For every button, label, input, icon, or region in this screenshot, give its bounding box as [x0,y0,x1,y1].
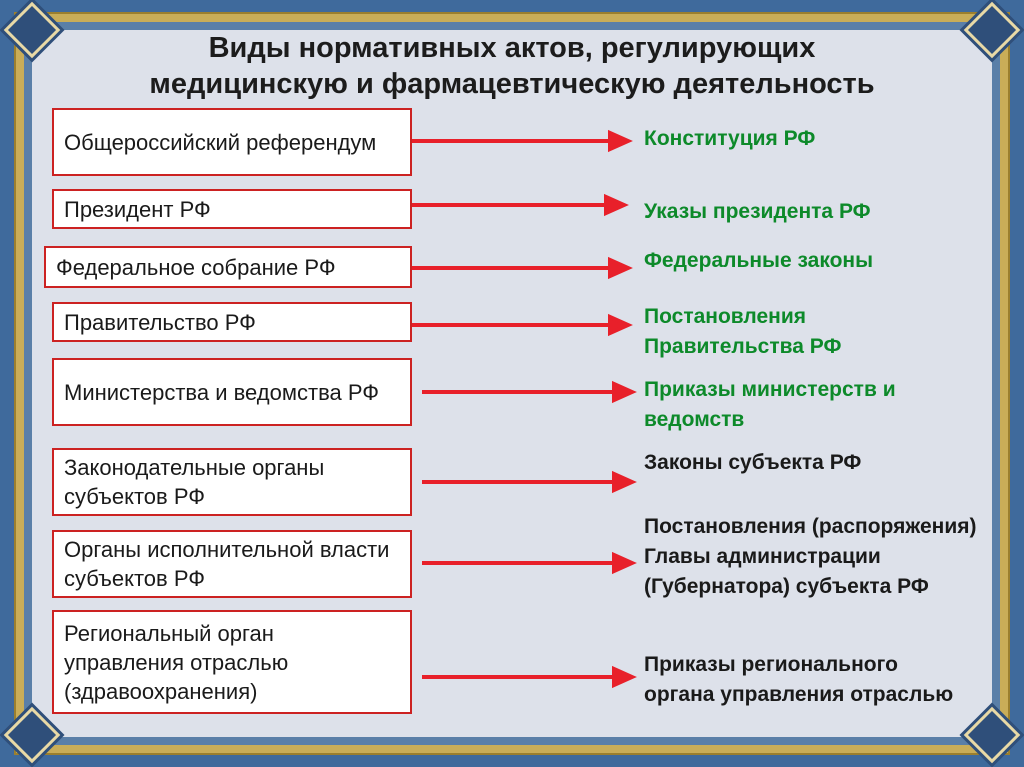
target-ministry-orders: Приказы министерств и ведомств [644,378,896,431]
target-government-resolutions: Постановления Правительства РФ [644,305,842,358]
target-presidential-decrees: Указы президента РФ [644,200,871,223]
target-regional-orders: Приказы регионального органа управления отраслью [644,653,954,706]
arrow-icon [412,197,624,213]
source-label: Президент РФ [64,196,211,222]
title-line-2: медицинскую и фармацевтическую деятельность [149,68,875,100]
source-label: Законодательные органы субъектов РФ [64,455,325,509]
arrow-icon [422,474,632,490]
arrow-icon [422,384,632,400]
source-label: Органы исполнительной власти субъектов РФ [64,537,390,591]
arrow-icon [412,317,628,333]
arrow-icon [422,669,632,685]
target-governor-resolutions: Постановления (распоряжения) Главы администрации (Губернатора) субъекта РФ [644,515,977,598]
source-label: Федеральное собрание РФ [56,254,336,280]
arrow-icon [412,133,628,149]
source-label: Региональный орган управления отраслью (здравоохранения) [64,620,289,704]
source-label: Министерства и ведомства РФ [64,379,380,405]
target-federal-laws: Федеральные законы [644,249,874,272]
target-constitution: Конституция РФ [644,127,816,150]
target-subject-laws: Законы субъекта РФ [644,451,862,474]
arrow-icon [412,260,628,276]
arrow-icon [422,555,632,571]
source-label: Общероссийский референдум [64,129,377,155]
title-line-1: Виды нормативных актов, регулирующих [208,32,816,64]
source-label: Правительство РФ [64,309,256,335]
